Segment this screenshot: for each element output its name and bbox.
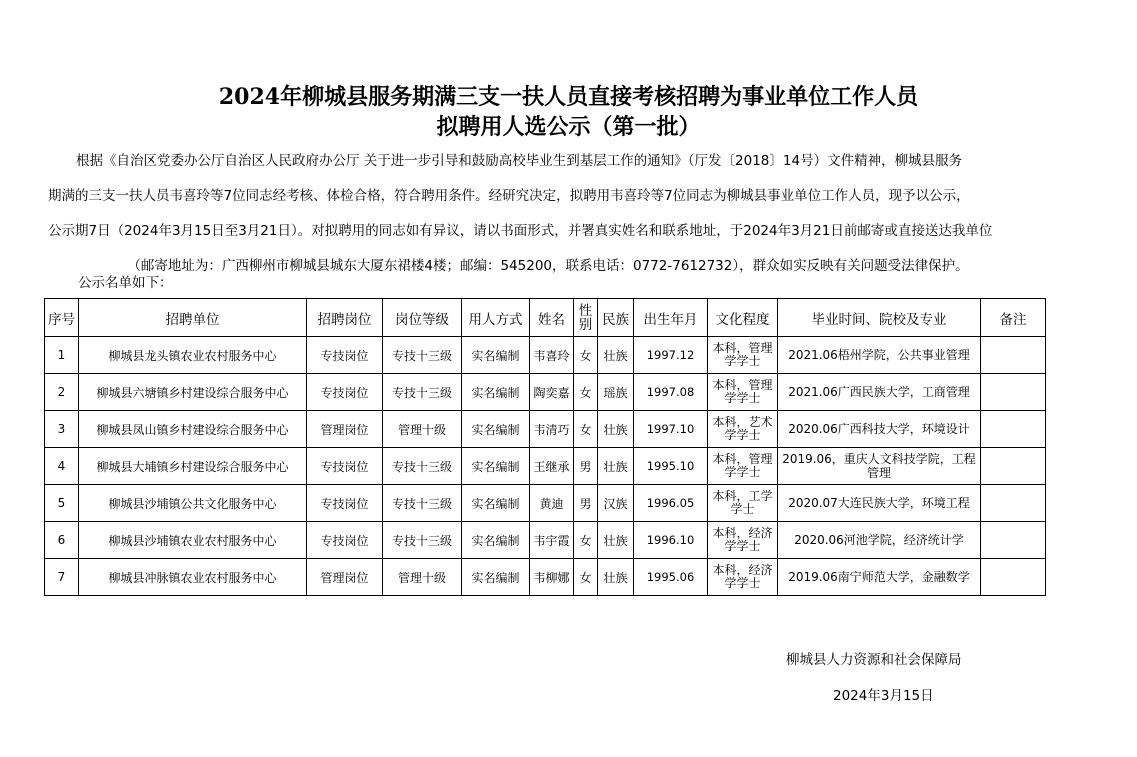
cell-unit: 柳城县龙头镇农业农村服务中心 xyxy=(79,337,307,374)
cell-post: 专技岗位 xyxy=(307,448,383,485)
cell-education: 本科，经济学学士 xyxy=(708,559,778,596)
cell-remarks xyxy=(981,448,1046,485)
cell-index: 4 xyxy=(45,448,79,485)
cell-index: 1 xyxy=(45,337,79,374)
cell-remarks xyxy=(981,411,1046,448)
paragraph-line-4: （邮寄地址为：广西柳州市柳城县城东大厦东裙楼4楼；邮编：545200，联系电话：0772-7612732），群众如实反映有关问题受法律保护。 xyxy=(127,258,969,274)
cell-education: 本科，工学学士 xyxy=(708,485,778,522)
document-title-line1: 2024年柳城县服务期满三支一扶人员直接考核招聘为事业单位工作人员 xyxy=(218,84,919,110)
cell-name: 韦清巧 xyxy=(530,411,574,448)
cell-index: 5 xyxy=(45,485,79,522)
paragraph-line-2: 期满的三支一扶人员韦喜玲等7位同志经考核、体检合格，符合聘用条件。经研究决定，拟聘用韦喜玲等7位同志为柳城县事业单位工作人员，现予以公示， xyxy=(48,188,970,204)
cell-ethnicity: 壮族 xyxy=(598,522,634,559)
signature-organization: 柳城县人力资源和社会保障局 xyxy=(786,652,962,668)
signature-date: 2024年3月15日 xyxy=(833,688,934,704)
table-row xyxy=(45,485,1046,522)
cell-grade: 管理十级 xyxy=(383,559,462,596)
cell-education: 本科，经济学学士 xyxy=(708,522,778,559)
cell-unit: 柳城县大埔镇乡村建设综合服务中心 xyxy=(79,448,307,485)
cell-name: 黄迪 xyxy=(530,485,574,522)
table-row xyxy=(45,522,1046,559)
cell-birth: 1997.10 xyxy=(634,411,708,448)
cell-employment: 实名编制 xyxy=(462,448,530,485)
cell-education: 本科，管理学学士 xyxy=(708,374,778,411)
cell-ethnicity: 壮族 xyxy=(598,448,634,485)
cell-unit: 柳城县凤山镇乡村建设综合服务中心 xyxy=(79,411,307,448)
cell-education: 本科，管理学学士 xyxy=(708,448,778,485)
candidate-table xyxy=(44,298,1046,596)
cell-gender: 女 xyxy=(574,411,598,448)
cell-education: 本科，艺术学学士 xyxy=(708,411,778,448)
header-grade: 岗位等级 xyxy=(383,299,462,337)
cell-ethnicity: 汉族 xyxy=(598,485,634,522)
header-post: 招聘岗位 xyxy=(307,299,383,337)
header-gender: 性别 xyxy=(574,299,598,337)
cell-employment: 实名编制 xyxy=(462,485,530,522)
cell-remarks xyxy=(981,337,1046,374)
header-index: 序号 xyxy=(45,299,79,337)
cell-unit: 柳城县沙埔镇公共文化服务中心 xyxy=(79,485,307,522)
cell-gender: 女 xyxy=(574,559,598,596)
cell-graduation: 2019.06南宁师范大学，金融数学 xyxy=(778,559,981,596)
cell-gender: 女 xyxy=(574,374,598,411)
cell-post: 专技岗位 xyxy=(307,485,383,522)
cell-remarks xyxy=(981,374,1046,411)
cell-remarks xyxy=(981,485,1046,522)
cell-grade: 管理十级 xyxy=(383,411,462,448)
table-header-row xyxy=(45,299,1046,337)
cell-post: 专技岗位 xyxy=(307,337,383,374)
table-row xyxy=(45,374,1046,411)
cell-grade: 专技十三级 xyxy=(383,522,462,559)
cell-post: 专技岗位 xyxy=(307,374,383,411)
table-row xyxy=(45,411,1046,448)
cell-ethnicity: 壮族 xyxy=(598,559,634,596)
cell-gender: 女 xyxy=(574,337,598,374)
cell-unit: 柳城县冲脉镇农业农村服务中心 xyxy=(79,559,307,596)
cell-birth: 1997.08 xyxy=(634,374,708,411)
cell-ethnicity: 壮族 xyxy=(598,337,634,374)
cell-birth: 1995.10 xyxy=(634,448,708,485)
cell-employment: 实名编制 xyxy=(462,559,530,596)
header-name: 姓名 xyxy=(530,299,574,337)
header-remarks: 备注 xyxy=(981,299,1046,337)
cell-grade: 专技十三级 xyxy=(383,337,462,374)
cell-employment: 实名编制 xyxy=(462,337,530,374)
cell-name: 陶奕嘉 xyxy=(530,374,574,411)
cell-index: 7 xyxy=(45,559,79,596)
cell-index: 3 xyxy=(45,411,79,448)
cell-name: 韦柳娜 xyxy=(530,559,574,596)
cell-unit: 柳城县沙埔镇农业农村服务中心 xyxy=(79,522,307,559)
header-graduation: 毕业时间、院校及专业 xyxy=(778,299,981,337)
table-body xyxy=(45,337,1046,596)
header-education: 文化程度 xyxy=(708,299,778,337)
cell-employment: 实名编制 xyxy=(462,374,530,411)
paragraph-line-3: 公示期7日（2024年3月15日至3月21日）。对拟聘用的同志如有异议，请以书面形式，并署真实姓名和联系地址，于2024年3月21日前邮寄或直接送达我单位 xyxy=(48,223,993,239)
cell-ethnicity: 壮族 xyxy=(598,411,634,448)
cell-grade: 专技十三级 xyxy=(383,374,462,411)
cell-graduation: 2021.06梧州学院，公共事业管理 xyxy=(778,337,981,374)
table-row xyxy=(45,559,1046,596)
document-title-line2: 拟聘用人选公示（第一批） xyxy=(436,114,701,140)
cell-post: 专技岗位 xyxy=(307,522,383,559)
header-ethnicity: 民族 xyxy=(598,299,634,337)
cell-unit: 柳城县六塘镇乡村建设综合服务中心 xyxy=(79,374,307,411)
header-unit: 招聘单位 xyxy=(79,299,307,337)
cell-birth: 1995.06 xyxy=(634,559,708,596)
header-birth: 出生年月 xyxy=(634,299,708,337)
cell-birth: 1996.10 xyxy=(634,522,708,559)
cell-graduation: 2020.07大连民族大学，环境工程 xyxy=(778,485,981,522)
cell-birth: 1997.12 xyxy=(634,337,708,374)
cell-name: 王继承 xyxy=(530,448,574,485)
cell-name: 韦喜玲 xyxy=(530,337,574,374)
cell-remarks xyxy=(981,522,1046,559)
cell-remarks xyxy=(981,559,1046,596)
list-intro: 公示名单如下： xyxy=(78,275,173,291)
table-row xyxy=(45,337,1046,374)
cell-index: 2 xyxy=(45,374,79,411)
cell-graduation: 2020.06广西科技大学，环境设计 xyxy=(778,411,981,448)
header-employment: 用人方式 xyxy=(462,299,530,337)
cell-name: 韦宇霞 xyxy=(530,522,574,559)
cell-gender: 男 xyxy=(574,448,598,485)
cell-graduation: 2020.06河池学院，经济统计学 xyxy=(778,522,981,559)
cell-birth: 1996.05 xyxy=(634,485,708,522)
table-row xyxy=(45,448,1046,485)
cell-gender: 男 xyxy=(574,485,598,522)
cell-grade: 专技十三级 xyxy=(383,485,462,522)
cell-education: 本科，管理学学士 xyxy=(708,337,778,374)
cell-employment: 实名编制 xyxy=(462,411,530,448)
cell-employment: 实名编制 xyxy=(462,522,530,559)
cell-graduation: 2019.06，重庆人文科技学院，工程管理 xyxy=(778,448,981,485)
cell-post: 管理岗位 xyxy=(307,559,383,596)
cell-ethnicity: 瑶族 xyxy=(598,374,634,411)
cell-graduation: 2021.06广西民族大学，工商管理 xyxy=(778,374,981,411)
paragraph-line-1: 根据《自治区党委办公厅自治区人民政府办公厅 关于进一步引导和鼓励高校毕业生到基层工作的通知》（厅发〔2018〕14号）文件精神，柳城县服务 xyxy=(76,153,963,169)
cell-index: 6 xyxy=(45,522,79,559)
cell-gender: 女 xyxy=(574,522,598,559)
cell-post: 管理岗位 xyxy=(307,411,383,448)
cell-grade: 专技十三级 xyxy=(383,448,462,485)
